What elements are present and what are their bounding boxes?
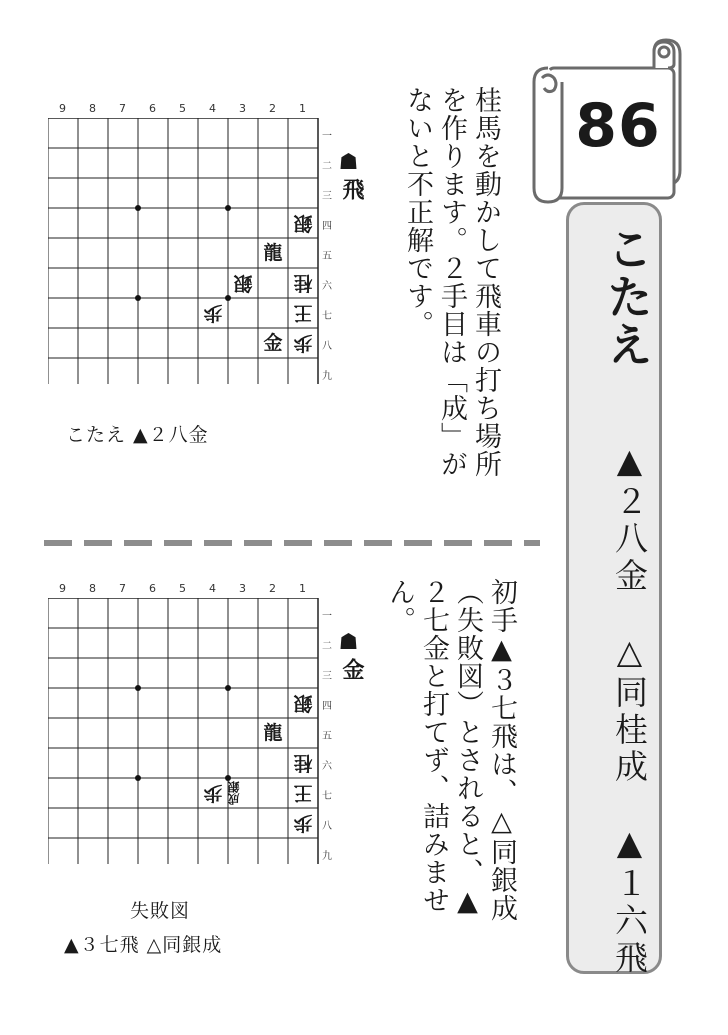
rank-labels [320,118,336,388]
board-pieces [48,118,318,388]
rank-label: 八 [322,821,332,832]
hand-pieces: 飛 [339,178,364,200]
answer-moves: ▲２八金 △同桂成 ▲１六飛 [610,441,649,977]
shogi-board-answer [40,100,340,390]
shogi-piece: 歩 [293,332,313,354]
rank-label: 三 [322,191,332,202]
shogi-piece: 歩 [203,302,223,324]
file-label: 9 [59,102,66,115]
file-label: 3 [239,582,246,595]
file-labels [48,582,318,596]
file-label: 6 [149,102,156,115]
failure-caption-title: 失敗図 [130,900,191,922]
rank-label: 一 [322,131,332,142]
explanation-bottom: 初手▲３七飛は、△同銀成 （失敗図）とされると、▲ ２七金と打てず、詰みませ ん。 [384,578,517,922]
file-label: 4 [209,582,216,595]
rank-label: 四 [322,221,332,232]
shogi-piece: 銀 [233,272,253,294]
shogi-piece: 王 [293,302,313,324]
hand-mark: ☗ [336,630,361,655]
failure-caption-moves: ▲３七飛 △同銀成 [64,934,223,956]
problem-number: 86 [575,91,661,161]
section-divider [44,540,540,546]
file-labels [48,102,318,116]
rank-label: 三 [322,671,332,682]
file-label: 8 [89,102,96,115]
file-label: 1 [299,102,306,115]
rank-label: 六 [322,281,332,292]
rank-label: 二 [322,641,332,652]
rank-label: 九 [322,851,332,862]
file-label: 6 [149,582,156,595]
rank-label: 七 [322,791,332,802]
explanation-top: 桂馬を動かして飛車の打ち場所 を作ります。２手目は「成」が ないと不正解です。 [402,86,501,478]
shogi-piece: 桂 [293,272,313,294]
shogi-piece: 銀 [293,212,313,234]
rank-labels [320,598,336,868]
shogi-piece: 王 [293,782,313,804]
rank-label: 一 [322,611,332,622]
file-label: 5 [179,582,186,595]
file-label: 4 [209,102,216,115]
file-label: 7 [119,102,126,115]
shogi-piece: 成銀 [227,781,241,805]
rank-label: 七 [322,311,332,322]
answer-heading: こたえ [600,225,654,369]
file-label: 3 [239,102,246,115]
shogi-piece: 金 [263,332,283,354]
answer-panel [566,202,662,977]
file-label: 9 [59,582,66,595]
rank-label: 六 [322,761,332,772]
answer-caption: こたえ ▲２八金 [66,424,209,446]
shogi-board-failure [40,580,340,870]
rank-label: 九 [322,371,332,382]
file-label: 8 [89,582,96,595]
rank-label: 二 [322,161,332,172]
file-label: 2 [269,582,276,595]
board-pieces [48,598,318,868]
shogi-piece: 歩 [203,782,223,804]
shogi-piece: 龍 [263,722,283,744]
file-label: 1 [299,582,306,595]
hand-mark: ☗ [336,150,361,175]
rank-label: 五 [322,251,332,262]
file-label: 7 [119,582,126,595]
hand-pieces: 金 [339,658,364,680]
rank-label: 八 [322,341,332,352]
shogi-piece: 桂 [293,752,313,774]
file-label: 5 [179,102,186,115]
shogi-piece: 龍 [263,242,283,264]
rank-label: 四 [322,701,332,712]
shogi-piece: 歩 [293,812,313,834]
rank-label: 五 [322,731,332,742]
shogi-piece: 銀 [293,692,313,714]
file-label: 2 [269,102,276,115]
